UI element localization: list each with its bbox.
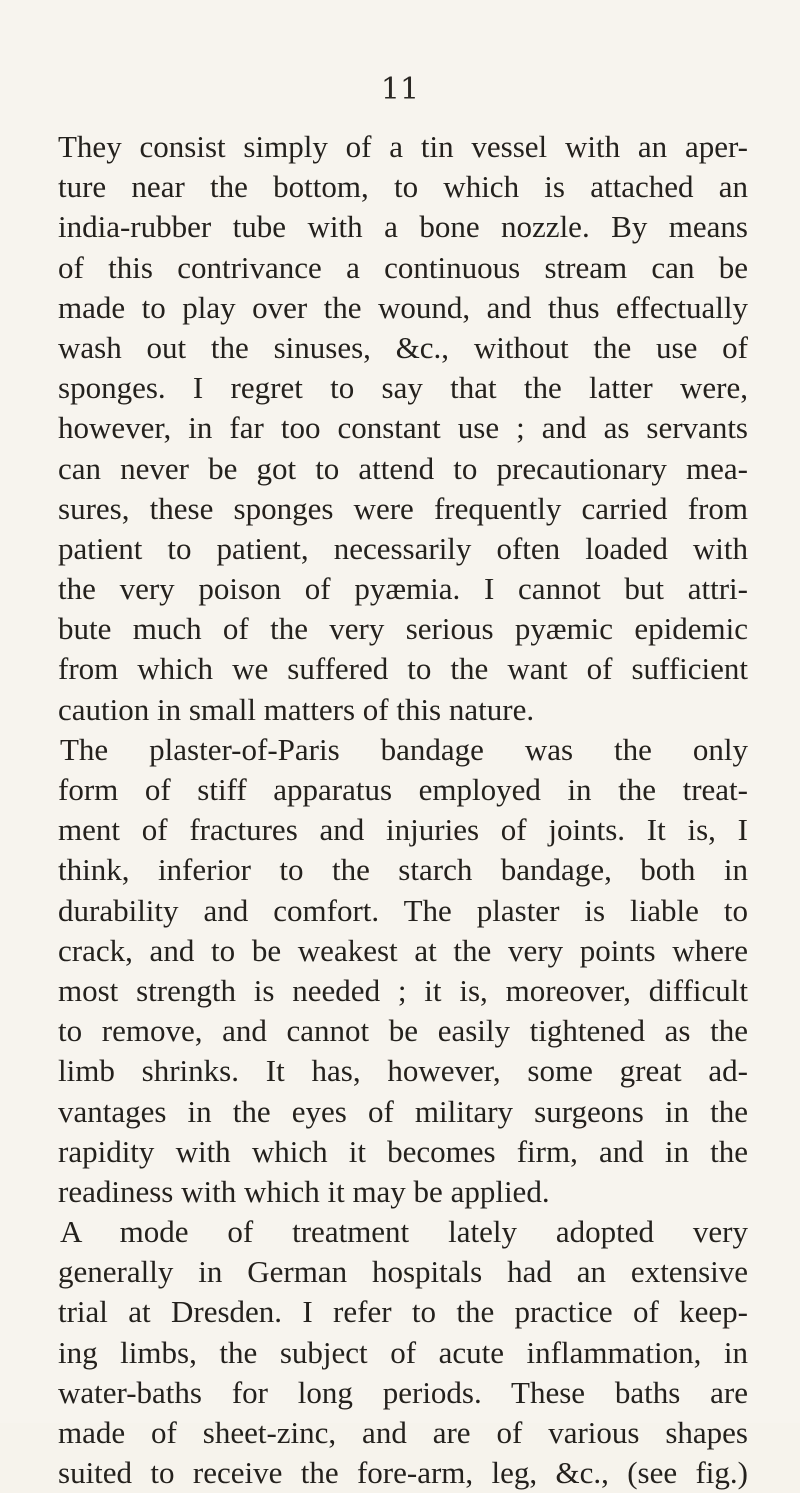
text-line: from which we suffered to the want of sufficient bbox=[58, 651, 748, 687]
body-text bbox=[58, 127, 748, 1493]
text-line: most strength is needed ; it is, moreover, difficult bbox=[58, 972, 748, 1008]
text-line: made to play over the wound, and thus effectually bbox=[58, 289, 748, 325]
text-line: think, inferior to the starch bandage, both in bbox=[58, 852, 748, 888]
text-line: ment of fractures and injuries of joints. It is, I bbox=[58, 812, 748, 848]
text-line: vantages in the eyes of military surgeons in the bbox=[58, 1093, 748, 1129]
text-line: caution in small matters of this nature. bbox=[58, 691, 535, 727]
text-line: A mode of treatment lately adopted very bbox=[60, 1214, 748, 1250]
text-line: generally in German hospitals had an extensive bbox=[58, 1254, 748, 1290]
text-line: the very poison of pyæmia. I cannot but attri- bbox=[58, 571, 748, 607]
text-line: trial at Dresden. I refer to the practice of keep- bbox=[58, 1294, 748, 1330]
text-line: crack, and to be weakest at the very points where bbox=[58, 932, 748, 968]
page-number: 11 bbox=[380, 72, 420, 107]
text-line: sures, these sponges were frequently carried from bbox=[58, 490, 748, 526]
text-line: durability and comfort. The plaster is liable to bbox=[58, 892, 748, 928]
text-line: limb shrinks. It has, however, some great ad- bbox=[58, 1053, 748, 1089]
text-line: wash out the sinuses, &c., without the use of bbox=[58, 329, 748, 365]
text-line: patient to patient, necessarily often loaded with bbox=[58, 530, 748, 566]
text-line: india-rubber tube with a bone nozzle. By means bbox=[58, 209, 748, 245]
text-line: rapidity with which it becomes firm, and in the bbox=[58, 1133, 748, 1169]
text-line: The plaster-of-Paris bandage was the only bbox=[60, 731, 748, 767]
text-line: bute much of the very serious pyæmic epidemic bbox=[58, 611, 748, 647]
text-line: readiness with which it may be applied. bbox=[58, 1173, 550, 1209]
text-line: of this contrivance a continuous stream can be bbox=[58, 249, 748, 285]
text-line: form of stiff apparatus employed in the treat- bbox=[58, 772, 748, 807]
text-line: however, in far too constant use ; and as servants bbox=[58, 410, 748, 446]
text-line: They consist simply of a tin vessel with an aper- bbox=[58, 129, 748, 164]
text-line: water-baths for long periods. These baths are bbox=[58, 1374, 748, 1410]
text-line: made of sheet-zinc, and are of various shapes bbox=[58, 1415, 748, 1450]
text-line: suited to receive the fore-arm, leg, &c., (see fig.) bbox=[58, 1455, 748, 1491]
text-line: ture near the bottom, to which is attached an bbox=[58, 169, 748, 205]
text-line: ing limbs, the subject of acute inflammation, in bbox=[58, 1334, 748, 1370]
text-line: can never be got to attend to precautionary mea- bbox=[58, 450, 748, 486]
text-line: to remove, and cannot be easily tightened as the bbox=[58, 1013, 748, 1049]
text-line: sponges. I regret to say that the latter were, bbox=[58, 370, 748, 406]
